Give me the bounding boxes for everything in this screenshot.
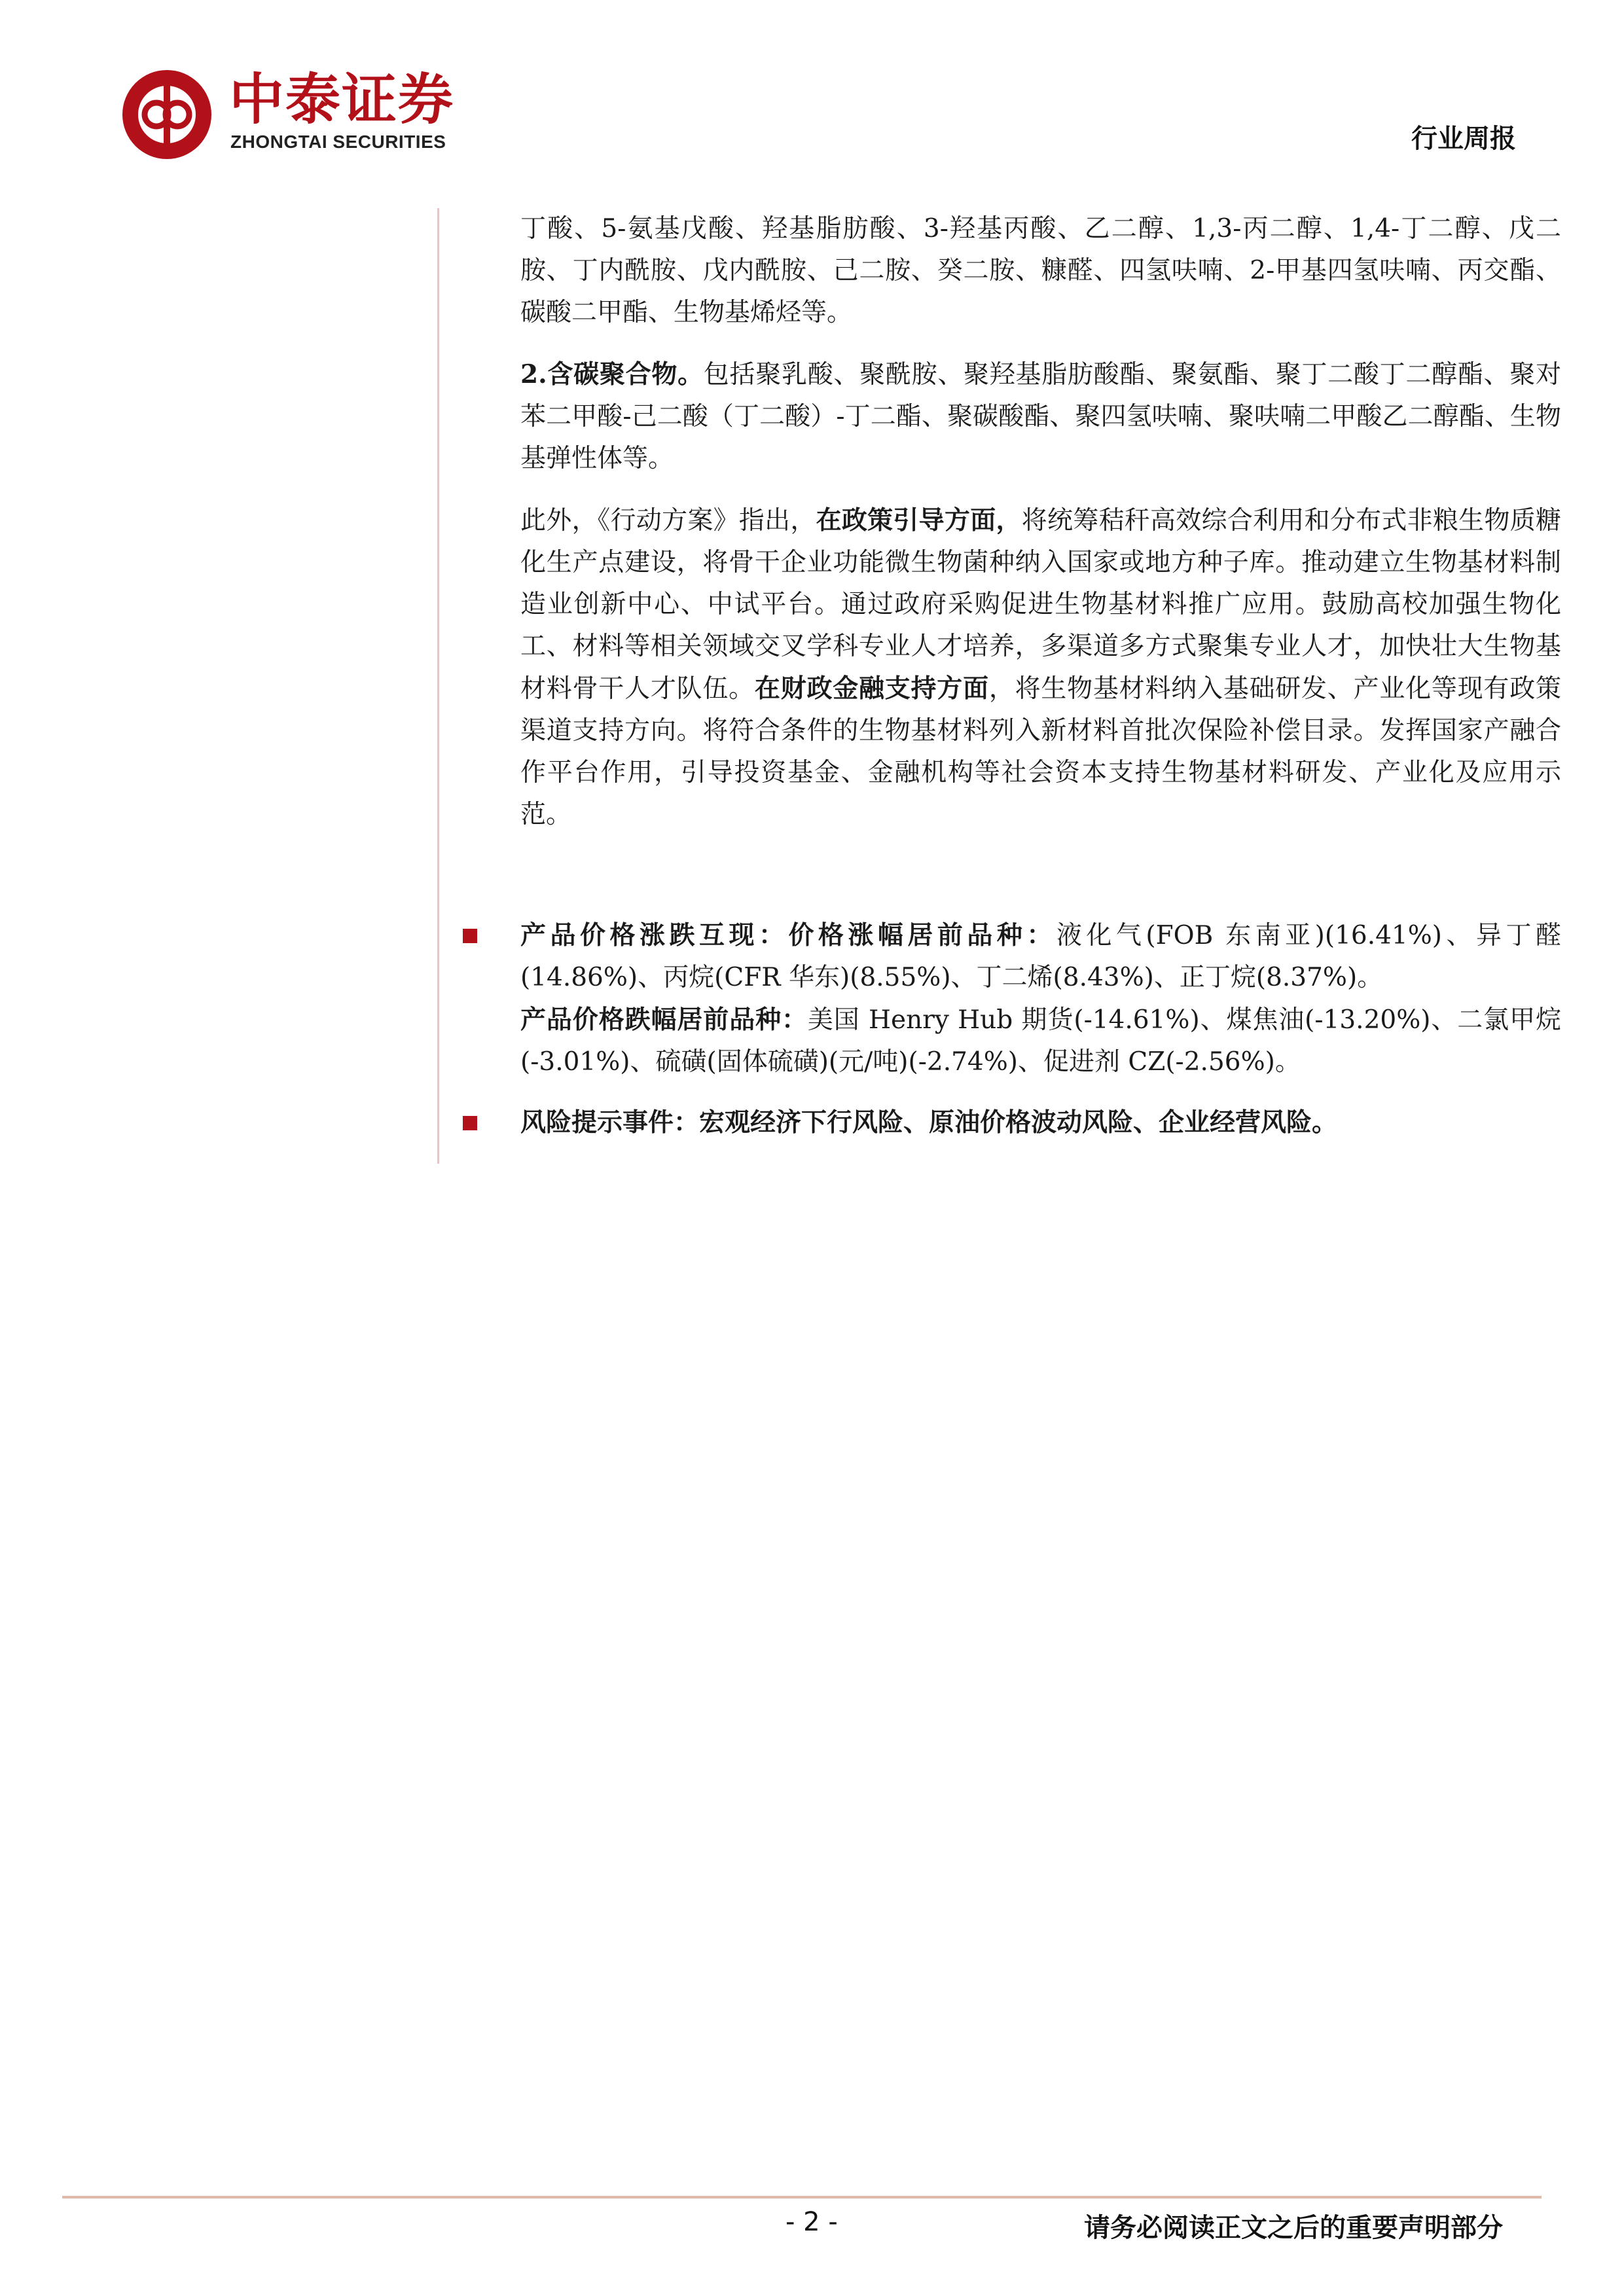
paragraph-monomers: 丁酸、5-氨基戊酸、羟基脂肪酸、3-羟基丙酸、乙二醇、1,3-丙二醇、1,4-丁二醇、戊二胺、丁内酰胺、戊内酰胺、己二胺、癸二胺、糠醛、四氢呋喃、2-甲基四氢呋喃、丙交酯、碳酸二甲酯、生物基烯烃等。 (520, 214, 1561, 327)
risk-text: 风险提示事件：宏观经济下行风险、原油价格波动风险、企业经营风险。 (520, 1107, 1338, 1138)
left-divider (437, 208, 439, 1164)
bullet-square-icon (463, 1116, 477, 1130)
bullet-square-icon (463, 929, 477, 943)
policy-guidance-heading: 在政策引导方面， (816, 505, 1022, 535)
page-number: - 2 - (785, 2207, 838, 2237)
bullet-price-changes: 产品价格涨跌互现：价格涨幅居前品种：液化气(FOB 东南亚)(16.41%)、异丁醛(14.86%)、丙烷(CFR 华东)(8.55%)、丁二烯(8.43%)、正丁烷(8.37%)。 产品价格跌幅居前品种：美国 Henry Hub 期货(-14.61%)、煤焦油(-13.20%)、二氯甲烷(-3.01%)、硫磺(固体硫磺)(元/吨)(-2.74%)、促进剂 CZ(-2.56%)。 (520, 914, 1561, 1083)
brand-name-cn: 中泰证券 (229, 67, 455, 132)
report-type-label: 行业周报 (1411, 124, 1516, 154)
finance-support-heading: 在财政金融支持方面 (754, 673, 989, 704)
price-up-heading: 产品价格涨跌互现：价格涨幅居前品种： (520, 920, 1056, 950)
paragraph-polymers: 2.含碳聚合物。包括聚乳酸、聚酰胺、聚羟基脂肪酸酯、聚氨酯、聚丁二酸丁二醇酯、聚对苯二甲酸-己二酸（丁二酸）-丁二酯、聚碳酸酯、聚四氢呋喃、聚呋喃二甲酸乙二醇酯、生物基弹性体等。 (520, 359, 1561, 473)
polymers-heading: 2.含碳聚合物。 (520, 359, 704, 389)
paragraph-action-plan: 此外，《行动方案》指出，在政策引导方面，将统筹秸秆高效综合利用和分布式非粮生物质糖化生产点建设，将骨干企业功能微生物菌种纳入国家或地方种子库。推动建立生物基材料制造业创新中心、中试平台。通过政府采购促进生物基材料推广应用。鼓励高校加强生物化工、材料等相关领域交叉学科专业人才培养，多渠道多方式聚集专业人才，加快壮大生物基材料骨干人才队伍。在财政金融支持方面，将生物基材料纳入基础研发、产业化等现有政策渠道支持方向。将符合条件的生物基材料列入新材料首批次保险补偿目录。发挥国家产融合作平台作用，引导投资基金、金融机构等社会资本支持生物基材料研发、产业化及应用示范。 (520, 505, 1561, 829)
zhongtai-logo-icon (118, 65, 216, 164)
bullet-risk (520, 1102, 1561, 1144)
price-down-heading: 产品价格跌幅居前品种： (520, 1005, 808, 1035)
brand-logo (118, 65, 484, 164)
brand-name-en: ZHONGTAI SECURITIES (230, 132, 446, 152)
main-content (520, 208, 1561, 1144)
footer-disclaimer: 请务必阅读正文之后的重要声明部分 (1084, 2213, 1503, 2243)
footer-divider (62, 2196, 1542, 2198)
